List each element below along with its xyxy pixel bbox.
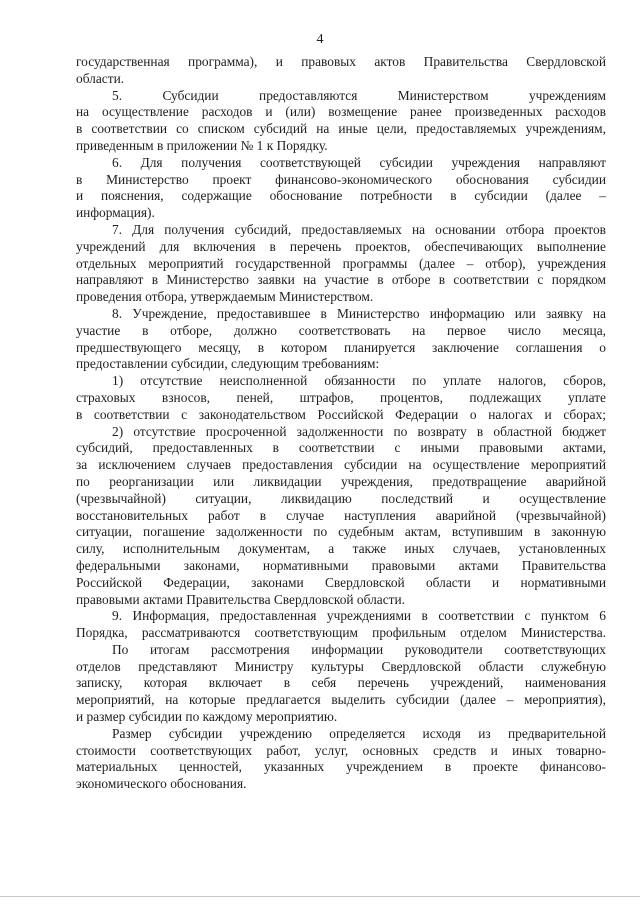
text-line: субсидий, предоставленных в соответствии с иными правовыми актами, <box>76 440 606 456</box>
text-line: 7. Для получения субсидий, предоставляемых на основании отбора проектов <box>112 221 606 237</box>
text-line: и пояснения, содержащие обоснование потребности в субсидии (далее – <box>76 188 606 204</box>
text-line: правовыми актами Правительства Свердловской области. <box>76 591 406 607</box>
text-line: 5. Субсидии предоставляются Министерством учреждениям <box>112 87 606 103</box>
text-line: материальных ценностей, указанных учреждением в проекте финансово- <box>76 759 606 775</box>
footer-divider <box>0 896 640 897</box>
text-line: 1) отсутствие неисполненной обязанности по уплате налогов, сборов, <box>112 373 606 389</box>
text-line: в Министерство проект финансово-экономического обоснования субсидии <box>76 171 606 187</box>
text-line: Порядка, рассматриваются соответствующим профильным отделом Министерства. <box>76 625 606 641</box>
text-line: государственная программа), и правовых актов Правительства Свердловской <box>76 54 606 69</box>
text-line: на осуществление расходов и (или) возмещение ранее произведенных расходов <box>76 104 606 120</box>
text-line: 9. Информация, предоставленная учреждениями в соответствии с пунктом 6 <box>112 608 606 624</box>
text-line: стоимости соответствующих работ, услуг, основных средств и иных товарно- <box>76 742 606 758</box>
text-line: записку, которая включает в себя перечень учреждений, наименования <box>76 675 606 691</box>
text-line: силу, исполнительным документам, а также иных случаев, установленных <box>76 541 606 557</box>
text-line: отделов представляют Министру культуры Свердловской области служебную <box>76 658 606 674</box>
text-line: предшествующего месяцу, в котором планируется заключение соглашения о <box>76 339 606 355</box>
text-line: и размер субсидии по каждому мероприятию. <box>76 709 338 725</box>
text-line: направляют в Министерство заявки на участие в отборе в соответствии с порядком <box>76 272 606 288</box>
text-line: проведения отбора, утверждаемым Министерством. <box>76 289 374 305</box>
text-line: предоставлении субсидии, следующим требованиям: <box>76 356 380 372</box>
text-line: По итогам рассмотрения информации руководители соответствующих <box>112 641 606 657</box>
text-line: за исключением случаев предоставления субсидии на осуществление мероприятий <box>76 457 606 473</box>
text-line: 6. Для получения соответствующей субсидии учреждения направляют <box>112 154 606 170</box>
text-line: Размер субсидии учреждению определяется исходя из предварительной <box>112 725 606 741</box>
text-line: по реорганизации или ликвидации учреждения, предотвращение аварийной <box>76 473 606 489</box>
text-line: Российской Федерации, законами Свердловской области и нормативными <box>76 574 606 590</box>
text-line: приведенным в приложении № 1 к Порядку. <box>76 137 328 153</box>
text-line: экономического обоснования. <box>76 776 247 792</box>
text-line: (чрезвычайной) ситуации, ликвидацию последствий и осуществление <box>76 490 606 506</box>
text-line: мероприятий, на которые предлагается выделить субсидии (далее – мероприятия), <box>76 692 606 708</box>
text-line: области. <box>76 70 125 86</box>
text-line: 2) отсутствие просроченной задолженности по возврату в областной бюджет <box>112 423 606 439</box>
text-line: 8. Учреждение, предоставившее в Министерство информацию или заявку на <box>112 305 606 321</box>
text-line: в соответствии с законодательством Российской Федерации о налогах и сборах; <box>76 406 606 422</box>
text-line: федеральными законами, нормативными правовыми актами Правительства <box>76 557 606 573</box>
text-line: информация). <box>76 205 155 221</box>
text-line: участие в отборе, должно соответствовать на первое число месяца, <box>76 322 606 338</box>
text-line: ситуации, погашение задолженности по судебным актам, вступившим в законную <box>76 524 606 540</box>
text-line: учреждений для включения в перечень проектов, обеспечивающих выполнение <box>76 238 606 254</box>
page-number: 4 <box>316 32 324 47</box>
text-line: в соответствии со списком субсидий на иные цели, предоставляемых учреждениям, <box>76 121 606 137</box>
text-line: восстановительных работ в случае наступления аварийной (чрезвычайной) <box>76 507 606 523</box>
text-line: отдельных мероприятий государственной программы (далее – отбор), учреждения <box>76 255 606 271</box>
document-body <box>76 54 606 793</box>
text-line: страховых взносов, пеней, штрафов, процентов, подлежащих уплате <box>76 389 606 405</box>
